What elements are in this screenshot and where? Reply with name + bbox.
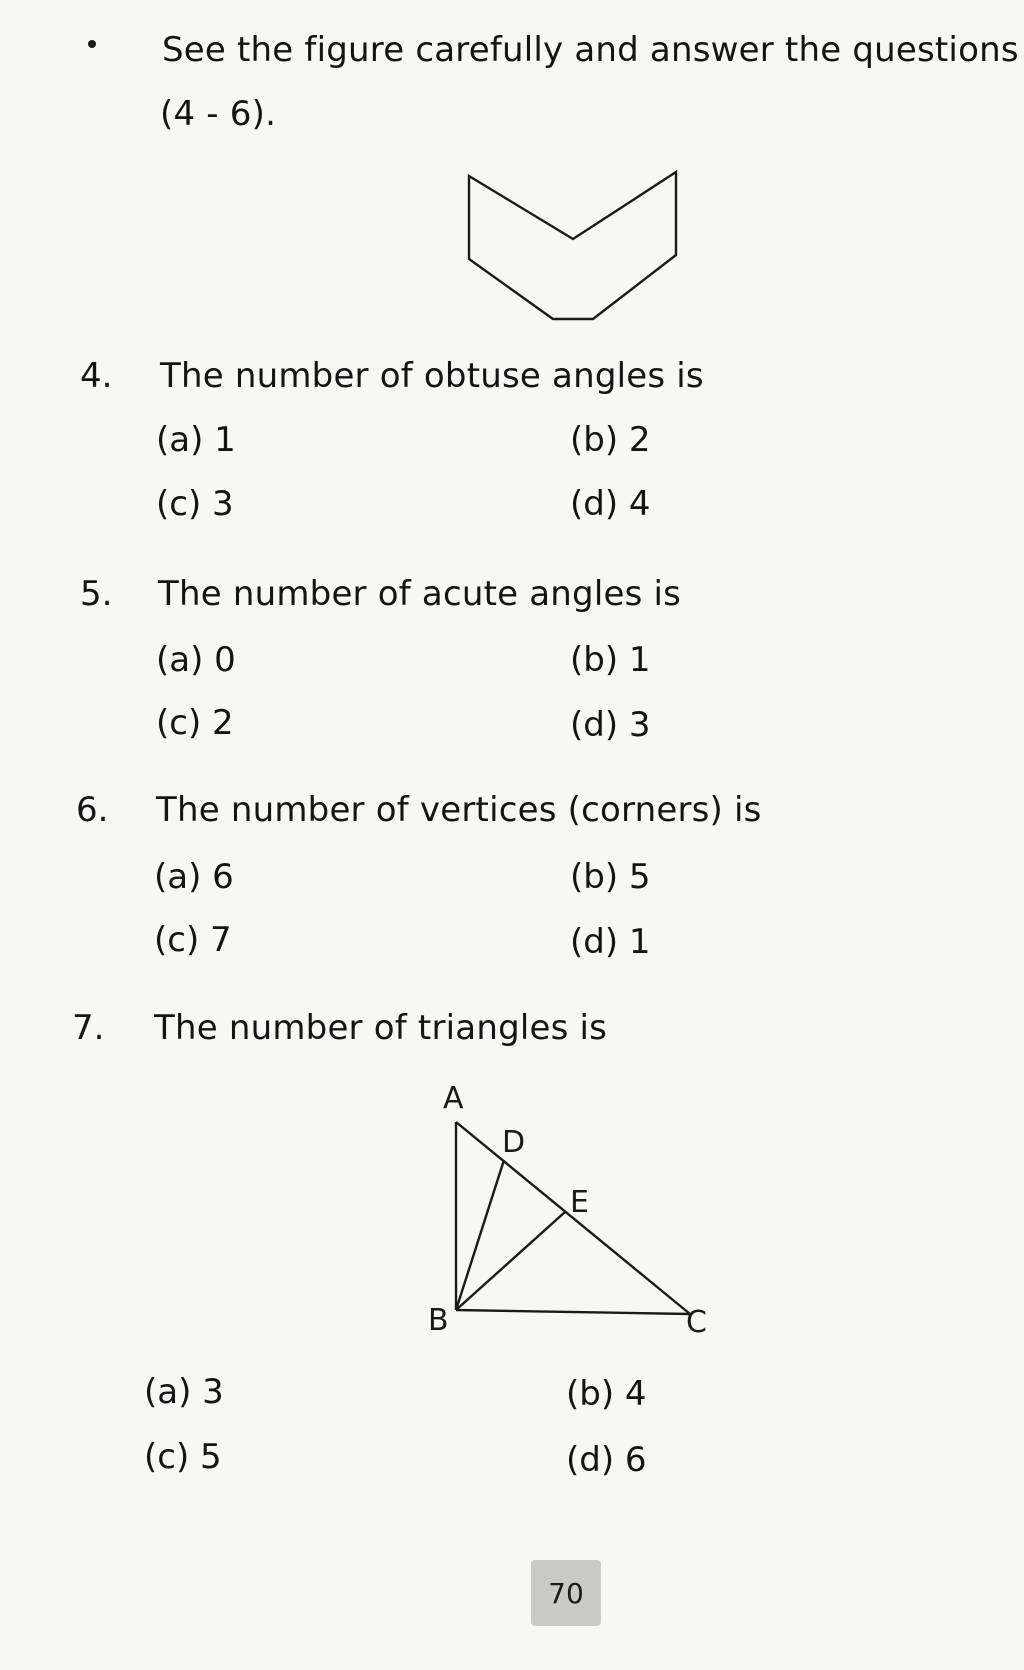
question-5-option-a[interactable]: (a) 0	[156, 640, 236, 680]
vertex-label-b: B	[428, 1303, 449, 1338]
question-7-number: 7.	[72, 1008, 105, 1048]
question-6-option-d[interactable]: (d) 1	[570, 922, 651, 962]
page-number	[531, 1560, 601, 1626]
question-6-option-c[interactable]: (c) 7	[154, 920, 232, 960]
question-6-option-a[interactable]: (a) 6	[154, 857, 234, 897]
question-7-option-b[interactable]: (b) 4	[566, 1374, 647, 1414]
question-5-option-c[interactable]: (c) 2	[156, 703, 234, 743]
instruction-line-1: See the figure carefully and answer the questions	[162, 30, 1019, 70]
vertex-label-e: E	[570, 1185, 589, 1220]
question-5-option-b[interactable]: (b) 1	[570, 640, 651, 680]
question-7-option-a[interactable]: (a) 3	[144, 1372, 224, 1412]
question-6-option-b[interactable]: (b) 5	[570, 857, 651, 897]
line-ac	[456, 1122, 690, 1314]
vertex-label-d: D	[502, 1125, 526, 1160]
question-4-text: The number of obtuse angles is	[160, 356, 704, 396]
question-7-option-d[interactable]: (d) 6	[566, 1440, 647, 1480]
question-4-option-c[interactable]: (c) 3	[156, 484, 234, 524]
bullet-point	[88, 40, 96, 48]
question-6-text: The number of vertices (corners) is	[156, 790, 762, 830]
question-4-option-d[interactable]: (d) 4	[570, 484, 651, 524]
vertex-label-c: C	[686, 1305, 707, 1340]
question-4-option-a[interactable]: (a) 1	[156, 420, 236, 460]
vertex-label-a: A	[443, 1081, 464, 1116]
question-7-option-c[interactable]: (c) 5	[144, 1437, 222, 1477]
line-be	[456, 1212, 565, 1310]
line-bc	[456, 1310, 690, 1314]
question-4-number: 4.	[80, 356, 113, 396]
question-7-text: The number of triangles is	[154, 1008, 608, 1048]
question-6-number: 6.	[76, 790, 109, 830]
page-number-text: 70	[548, 1576, 584, 1610]
question-5-text: The number of acute angles is	[158, 574, 682, 614]
instruction-line-2: (4 - 6).	[160, 94, 277, 134]
question-4-option-b[interactable]: (b) 2	[570, 420, 651, 460]
line-bd	[456, 1160, 504, 1310]
triangle-lines	[456, 1122, 690, 1314]
question-5-number: 5.	[80, 574, 113, 614]
question-5-option-d[interactable]: (d) 3	[570, 705, 651, 745]
